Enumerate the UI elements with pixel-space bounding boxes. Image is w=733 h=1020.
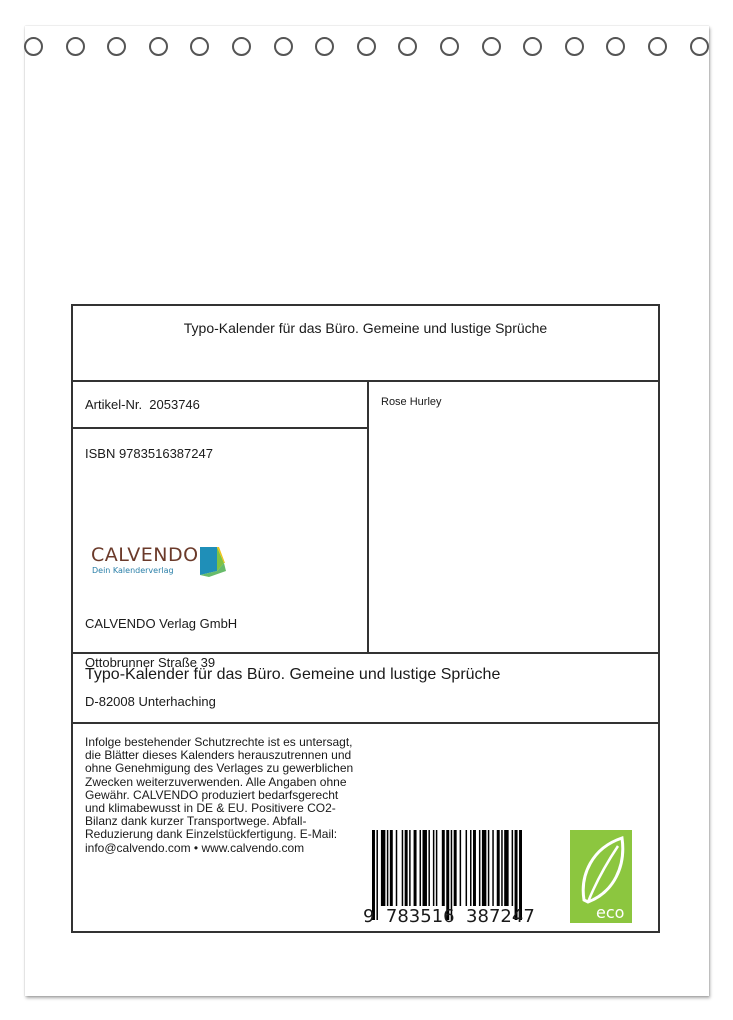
barcode-bar: [414, 830, 417, 906]
calvendo-logo: [91, 544, 241, 584]
logo-word: CALVENDO: [91, 544, 199, 566]
barcode-bar: [492, 830, 493, 906]
barcode-bar: [442, 830, 445, 906]
binding-hole: [398, 37, 417, 56]
barcode-bar: [387, 830, 388, 906]
binding-hole: [606, 37, 625, 56]
eco-leaf-icon: [570, 830, 632, 923]
binding-hole: [690, 37, 709, 56]
binding-hole: [274, 37, 293, 56]
binding-hole: [523, 37, 542, 56]
barcode-bar: [466, 830, 467, 906]
barcode-bar: [436, 830, 437, 906]
publisher-address: [85, 591, 237, 734]
legal-notice: Infolge bestehender Schutzrechte ist es untersagt, die Blätter dieses Kalenders herauszutrennen und ohne Genehmigung des Verlages zu gewerblichen Zwecken weiterzuverwenden. Alle Angaben ohne Gewähr. CALVENDO produziert bedarfsgerecht und klimabewusst in DE & EU. Positivere CO2-Bilanz dank kurzer Transportwege. Abfall-Reduzierung dank Einzelstückfertigung. E-Mail: info@calvendo.com • www.calvendo.com: [85, 735, 354, 855]
binding-hole: [357, 37, 376, 56]
binding-hole: [482, 37, 501, 56]
binding-hole: [190, 37, 209, 56]
binding-hole: [107, 37, 126, 56]
barcode-bar: [454, 830, 457, 906]
binding-hole: [149, 37, 168, 56]
barcode-bar: [402, 830, 403, 906]
article-number: Artikel-Nr. 2053746: [85, 397, 200, 412]
barcode-bar: [423, 830, 427, 906]
binding-hole: [565, 37, 584, 56]
eco-label: eco: [596, 903, 625, 922]
barcode-bar: [396, 830, 397, 906]
binding-hole: [24, 37, 43, 56]
barcode-bar: [512, 830, 513, 906]
info-card: [71, 304, 660, 933]
barcode-bar: [473, 830, 476, 906]
barcode-bar: [460, 830, 461, 906]
divider: [367, 380, 369, 654]
calendar-title-top: Typo-Kalender für das Büro. Gemeine und lustige Sprüche: [183, 320, 548, 336]
barcode-bar: [488, 830, 489, 906]
address-line: D-82008 Unterhaching: [85, 694, 216, 709]
binding-hole: [232, 37, 251, 56]
divider: [73, 427, 368, 429]
barcode-bar: [470, 830, 471, 906]
divider: [73, 380, 658, 382]
logo-tagline: Dein Kalenderverlag: [92, 566, 174, 575]
binding-hole: [315, 37, 334, 56]
barcode-bar: [504, 830, 508, 906]
barcode-bar: [497, 830, 500, 906]
calendar-title-bottom: Typo-Kalender für das Büro. Gemeine und lustige Sprüche: [85, 666, 501, 683]
barcode-bar: [390, 830, 393, 906]
barcode-bar: [501, 830, 502, 906]
address-line: CALVENDO Verlag GmbH: [85, 616, 238, 631]
isbn-number: ISBN 9783516387247: [85, 446, 213, 461]
barcode-bar: [479, 830, 480, 906]
barcode-bar: [381, 830, 385, 906]
binding-hole: [66, 37, 85, 56]
barcode-digits: 9 783516 387247: [363, 906, 535, 927]
barcode-bar: [428, 830, 429, 906]
binding-hole: [648, 37, 667, 56]
barcode-bar: [405, 830, 408, 906]
author-name: Rose Hurley: [381, 396, 442, 408]
barcode-bar: [482, 830, 486, 906]
binding-holes: [24, 37, 714, 59]
calendar-page-icon: [197, 545, 227, 579]
barcode-bar: [420, 830, 421, 906]
barcode-bar: [409, 830, 410, 906]
binding-hole: [440, 37, 459, 56]
barcode-bar: [433, 830, 434, 906]
address-line: Ottobrunner Straße 39: [85, 655, 216, 670]
